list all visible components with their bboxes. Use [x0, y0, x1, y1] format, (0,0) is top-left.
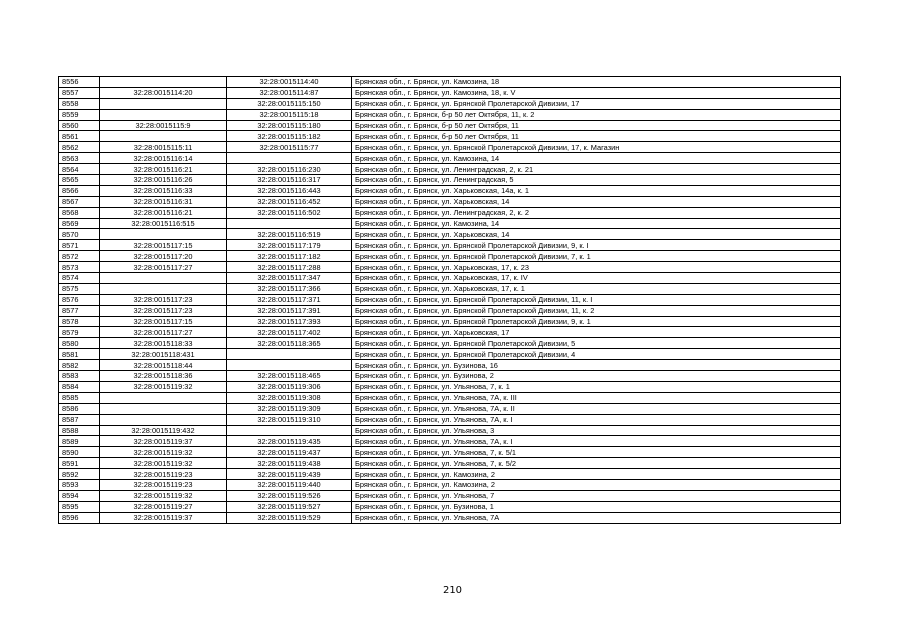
land-cadastral-number-cell: 32:28:0015117:15	[100, 240, 227, 251]
table-row	[59, 338, 841, 349]
land-cadastral-number-cell: 32:28:0015114:20	[100, 87, 227, 98]
row-number-cell: 8590	[59, 447, 100, 458]
table-row	[59, 109, 841, 120]
address-cell: Брянская обл., г. Брянск, ул. Харьковская, 14	[352, 196, 841, 207]
table-row	[59, 381, 841, 392]
row-number-cell: 8562	[59, 142, 100, 153]
object-cadastral-number-cell: 32:28:0015118:465	[227, 371, 352, 382]
registry-table-body	[59, 77, 841, 524]
object-cadastral-number-cell: 32:28:0015117:391	[227, 305, 352, 316]
land-cadastral-number-cell: 32:28:0015116:14	[100, 153, 227, 164]
object-cadastral-number-cell: 32:28:0015114:87	[227, 87, 352, 98]
address-cell: Брянская обл., г. Брянск, ул. Брянской Пролетарской Дивизии, 17, к. Магазин	[352, 142, 841, 153]
land-cadastral-number-cell: 32:28:0015118:44	[100, 360, 227, 371]
address-cell: Брянская обл., г. Брянск, ул. Ленинградская, 2, к. 2	[352, 207, 841, 218]
table-row	[59, 196, 841, 207]
row-number-cell: 8564	[59, 164, 100, 175]
row-number-cell: 8581	[59, 349, 100, 360]
address-cell: Брянская обл., г. Брянск, ул. Харьковская, 17, к. IV	[352, 273, 841, 284]
row-number-cell: 8559	[59, 109, 100, 120]
table-row	[59, 392, 841, 403]
row-number-cell: 8575	[59, 283, 100, 294]
land-cadastral-number-cell: 32:28:0015116:31	[100, 196, 227, 207]
address-cell: Брянская обл., г. Брянск, б-р 50 лет Октября, 11	[352, 120, 841, 131]
row-number-cell: 8591	[59, 458, 100, 469]
table-row	[59, 447, 841, 458]
row-number-cell: 8568	[59, 207, 100, 218]
address-cell: Брянская обл., г. Брянск, ул. Брянской Пролетарской Дивизии, 5	[352, 338, 841, 349]
table-row	[59, 501, 841, 512]
land-cadastral-number-cell: 32:28:0015116:21	[100, 207, 227, 218]
land-cadastral-number-cell: 32:28:0015116:33	[100, 185, 227, 196]
land-cadastral-number-cell: 32:28:0015119:432	[100, 425, 227, 436]
land-cadastral-number-cell: 32:28:0015116:21	[100, 164, 227, 175]
row-number-cell: 8586	[59, 403, 100, 414]
object-cadastral-number-cell: 32:28:0015117:371	[227, 294, 352, 305]
address-cell: Брянская обл., г. Брянск, ул. Харьковская, 17	[352, 327, 841, 338]
table-row	[59, 273, 841, 284]
object-cadastral-number-cell: 32:28:0015117:366	[227, 283, 352, 294]
address-cell: Брянская обл., г. Брянск, ул. Брянской Пролетарской Дивизии, 11, к. I	[352, 294, 841, 305]
object-cadastral-number-cell: 32:28:0015119:310	[227, 414, 352, 425]
address-cell: Брянская обл., г. Брянск, ул. Брянской Пролетарской Дивизии, 7, к. 1	[352, 251, 841, 262]
object-cadastral-number-cell: 32:28:0015116:519	[227, 229, 352, 240]
table-row	[59, 414, 841, 425]
land-cadastral-number-cell: 32:28:0015117:15	[100, 316, 227, 327]
row-number-cell: 8592	[59, 469, 100, 480]
table-row	[59, 490, 841, 501]
land-cadastral-number-cell	[100, 229, 227, 240]
land-cadastral-number-cell: 32:28:0015117:20	[100, 251, 227, 262]
row-number-cell: 8556	[59, 77, 100, 88]
land-cadastral-number-cell: 32:28:0015115:9	[100, 120, 227, 131]
land-cadastral-number-cell: 32:28:0015118:36	[100, 371, 227, 382]
land-cadastral-number-cell: 32:28:0015119:37	[100, 436, 227, 447]
object-cadastral-number-cell	[227, 218, 352, 229]
object-cadastral-number-cell: 32:28:0015115:77	[227, 142, 352, 153]
table-row	[59, 164, 841, 175]
object-cadastral-number-cell: 32:28:0015119:435	[227, 436, 352, 447]
address-cell: Брянская обл., г. Брянск, ул. Ульянова, 7	[352, 490, 841, 501]
land-cadastral-number-cell	[100, 273, 227, 284]
row-number-cell: 8573	[59, 262, 100, 273]
object-cadastral-number-cell: 32:28:0015117:179	[227, 240, 352, 251]
row-number-cell: 8569	[59, 218, 100, 229]
row-number-cell: 8588	[59, 425, 100, 436]
table-row	[59, 512, 841, 523]
table-row	[59, 218, 841, 229]
row-number-cell: 8578	[59, 316, 100, 327]
row-number-cell: 8593	[59, 479, 100, 490]
table-row	[59, 327, 841, 338]
table-row	[59, 131, 841, 142]
address-cell: Брянская обл., г. Брянск, ул. Камозина, 2	[352, 469, 841, 480]
row-number-cell: 8558	[59, 98, 100, 109]
address-cell: Брянская обл., г. Брянск, ул. Камозина, 18	[352, 77, 841, 88]
table-row	[59, 185, 841, 196]
address-cell: Брянская обл., г. Брянск, ул. Камозина, 14	[352, 218, 841, 229]
object-cadastral-number-cell: 32:28:0015117:288	[227, 262, 352, 273]
table-row	[59, 77, 841, 88]
address-cell: Брянская обл., г. Брянск, ул. Брянской Пролетарской Дивизии, 4	[352, 349, 841, 360]
row-number-cell: 8594	[59, 490, 100, 501]
object-cadastral-number-cell	[227, 153, 352, 164]
land-cadastral-number-cell	[100, 98, 227, 109]
object-cadastral-number-cell: 32:28:0015114:40	[227, 77, 352, 88]
object-cadastral-number-cell	[227, 349, 352, 360]
address-cell: Брянская обл., г. Брянск, б-р 50 лет Октября, 11	[352, 131, 841, 142]
object-cadastral-number-cell: 32:28:0015115:180	[227, 120, 352, 131]
row-number-cell: 8596	[59, 512, 100, 523]
table-row	[59, 153, 841, 164]
address-cell: Брянская обл., г. Брянск, ул. Ульянова, 7А	[352, 512, 841, 523]
object-cadastral-number-cell: 32:28:0015115:182	[227, 131, 352, 142]
object-cadastral-number-cell: 32:28:0015119:439	[227, 469, 352, 480]
row-number-cell: 8589	[59, 436, 100, 447]
land-cadastral-number-cell	[100, 392, 227, 403]
land-cadastral-number-cell: 32:28:0015119:32	[100, 447, 227, 458]
table-row	[59, 283, 841, 294]
table-row	[59, 425, 841, 436]
table-row	[59, 403, 841, 414]
address-cell: Брянская обл., г. Брянск, ул. Ульянова, 7А, к. II	[352, 403, 841, 414]
land-cadastral-number-cell: 32:28:0015119:27	[100, 501, 227, 512]
address-cell: Брянская обл., г. Брянск, ул. Ульянова, 3	[352, 425, 841, 436]
land-cadastral-number-cell: 32:28:0015119:37	[100, 512, 227, 523]
object-cadastral-number-cell: 32:28:0015116:317	[227, 175, 352, 186]
row-number-cell: 8577	[59, 305, 100, 316]
object-cadastral-number-cell: 32:28:0015117:402	[227, 327, 352, 338]
object-cadastral-number-cell: 32:28:0015116:452	[227, 196, 352, 207]
land-cadastral-number-cell	[100, 403, 227, 414]
row-number-cell: 8583	[59, 371, 100, 382]
row-number-cell: 8584	[59, 381, 100, 392]
row-number-cell: 8560	[59, 120, 100, 131]
row-number-cell: 8585	[59, 392, 100, 403]
row-number-cell: 8595	[59, 501, 100, 512]
table-row	[59, 469, 841, 480]
land-cadastral-number-cell: 32:28:0015116:515	[100, 218, 227, 229]
table-row	[59, 316, 841, 327]
row-number-cell: 8567	[59, 196, 100, 207]
object-cadastral-number-cell: 32:28:0015116:502	[227, 207, 352, 218]
land-cadastral-number-cell: 32:28:0015119:23	[100, 469, 227, 480]
object-cadastral-number-cell: 32:28:0015115:18	[227, 109, 352, 120]
address-cell: Брянская обл., г. Брянск, ул. Камозина, 18, к. V	[352, 87, 841, 98]
object-cadastral-number-cell: 32:28:0015116:443	[227, 185, 352, 196]
table-row	[59, 360, 841, 371]
table-row	[59, 305, 841, 316]
row-number-cell: 8580	[59, 338, 100, 349]
table-row	[59, 120, 841, 131]
table-row	[59, 436, 841, 447]
land-cadastral-number-cell	[100, 414, 227, 425]
object-cadastral-number-cell: 32:28:0015116:230	[227, 164, 352, 175]
row-number-cell: 8582	[59, 360, 100, 371]
address-cell: Брянская обл., г. Брянск, ул. Ульянова, 7А, к. I	[352, 414, 841, 425]
row-number-cell: 8557	[59, 87, 100, 98]
object-cadastral-number-cell: 32:28:0015117:347	[227, 273, 352, 284]
row-number-cell: 8574	[59, 273, 100, 284]
land-cadastral-number-cell	[100, 77, 227, 88]
table-row	[59, 240, 841, 251]
table-row	[59, 262, 841, 273]
address-cell: Брянская обл., г. Брянск, ул. Ульянова, 7А, к. I	[352, 436, 841, 447]
row-number-cell: 8561	[59, 131, 100, 142]
object-cadastral-number-cell: 32:28:0015119:437	[227, 447, 352, 458]
object-cadastral-number-cell: 32:28:0015119:306	[227, 381, 352, 392]
address-cell: Брянская обл., г. Брянск, ул. Брянской Пролетарской Дивизии, 11, к. 2	[352, 305, 841, 316]
land-cadastral-number-cell	[100, 283, 227, 294]
object-cadastral-number-cell: 32:28:0015119:308	[227, 392, 352, 403]
address-cell: Брянская обл., г. Брянск, ул. Харьковская, 17, к. 23	[352, 262, 841, 273]
table-row	[59, 142, 841, 153]
address-cell: Брянская обл., г. Брянск, ул. Ульянова, 7, к. 5/2	[352, 458, 841, 469]
land-cadastral-number-cell: 32:28:0015117:23	[100, 305, 227, 316]
object-cadastral-number-cell: 32:28:0015119:527	[227, 501, 352, 512]
land-cadastral-number-cell: 32:28:0015119:23	[100, 479, 227, 490]
address-cell: Брянская обл., г. Брянск, ул. Бузинова, 2	[352, 371, 841, 382]
table-row	[59, 458, 841, 469]
land-cadastral-number-cell: 32:28:0015119:32	[100, 381, 227, 392]
row-number-cell: 8565	[59, 175, 100, 186]
object-cadastral-number-cell: 32:28:0015119:309	[227, 403, 352, 414]
address-cell: Брянская обл., г. Брянск, ул. Бузинова, 1	[352, 501, 841, 512]
address-cell: Брянская обл., г. Брянск, ул. Ленинградская, 5	[352, 175, 841, 186]
land-cadastral-number-cell: 32:28:0015117:27	[100, 327, 227, 338]
address-cell: Брянская обл., г. Брянск, ул. Камозина, 14	[352, 153, 841, 164]
address-cell: Брянская обл., г. Брянск, ул. Харьковская, 14	[352, 229, 841, 240]
object-cadastral-number-cell: 32:28:0015117:393	[227, 316, 352, 327]
table-row	[59, 479, 841, 490]
land-cadastral-number-cell: 32:28:0015115:11	[100, 142, 227, 153]
address-cell: Брянская обл., г. Брянск, ул. Брянской Пролетарской Дивизии, 9, к. I	[352, 240, 841, 251]
address-cell: Брянская обл., г. Брянск, б-р 50 лет Октября, 11, к. 2	[352, 109, 841, 120]
address-cell: Брянская обл., г. Брянск, ул. Камозина, 2	[352, 479, 841, 490]
table-row	[59, 175, 841, 186]
row-number-cell: 8587	[59, 414, 100, 425]
land-cadastral-number-cell: 32:28:0015117:27	[100, 262, 227, 273]
address-cell: Брянская обл., г. Брянск, ул. Брянской Пролетарской Дивизии, 9, к. 1	[352, 316, 841, 327]
object-cadastral-number-cell	[227, 425, 352, 436]
object-cadastral-number-cell: 32:28:0015118:365	[227, 338, 352, 349]
land-cadastral-number-cell: 32:28:0015119:32	[100, 490, 227, 501]
registry-table	[58, 76, 841, 524]
land-cadastral-number-cell: 32:28:0015119:32	[100, 458, 227, 469]
row-number-cell: 8576	[59, 294, 100, 305]
address-cell: Брянская обл., г. Брянск, ул. Ульянова, 7, к. 1	[352, 381, 841, 392]
table-row	[59, 371, 841, 382]
land-cadastral-number-cell: 32:28:0015118:431	[100, 349, 227, 360]
address-cell: Брянская обл., г. Брянск, ул. Брянской Пролетарской Дивизии, 17	[352, 98, 841, 109]
address-cell: Брянская обл., г. Брянск, ул. Ульянова, 7А, к. III	[352, 392, 841, 403]
row-number-cell: 8572	[59, 251, 100, 262]
table-row	[59, 294, 841, 305]
row-number-cell: 8579	[59, 327, 100, 338]
address-cell: Брянская обл., г. Брянск, ул. Бузинова, 16	[352, 360, 841, 371]
table-row	[59, 87, 841, 98]
row-number-cell: 8566	[59, 185, 100, 196]
table-row	[59, 251, 841, 262]
table-row	[59, 207, 841, 218]
row-number-cell: 8563	[59, 153, 100, 164]
object-cadastral-number-cell	[227, 360, 352, 371]
address-cell: Брянская обл., г. Брянск, ул. Харьковская, 17, к. 1	[352, 283, 841, 294]
row-number-cell: 8571	[59, 240, 100, 251]
object-cadastral-number-cell: 32:28:0015119:438	[227, 458, 352, 469]
land-cadastral-number-cell: 32:28:0015117:23	[100, 294, 227, 305]
page-number: 210	[442, 585, 463, 596]
address-cell: Брянская обл., г. Брянск, ул. Харьковская, 14а, к. 1	[352, 185, 841, 196]
land-cadastral-number-cell	[100, 109, 227, 120]
address-cell: Брянская обл., г. Брянск, ул. Ульянова, 7, к. 5/1	[352, 447, 841, 458]
land-cadastral-number-cell	[100, 131, 227, 142]
row-number-cell: 8570	[59, 229, 100, 240]
object-cadastral-number-cell: 32:28:0015115:150	[227, 98, 352, 109]
table-row	[59, 98, 841, 109]
object-cadastral-number-cell: 32:28:0015119:526	[227, 490, 352, 501]
table-row	[59, 349, 841, 360]
land-cadastral-number-cell: 32:28:0015118:33	[100, 338, 227, 349]
object-cadastral-number-cell: 32:28:0015117:182	[227, 251, 352, 262]
object-cadastral-number-cell: 32:28:0015119:440	[227, 479, 352, 490]
object-cadastral-number-cell: 32:28:0015119:529	[227, 512, 352, 523]
table-row	[59, 229, 841, 240]
land-cadastral-number-cell: 32:28:0015116:26	[100, 175, 227, 186]
address-cell: Брянская обл., г. Брянск, ул. Ленинградская, 2, к. 21	[352, 164, 841, 175]
